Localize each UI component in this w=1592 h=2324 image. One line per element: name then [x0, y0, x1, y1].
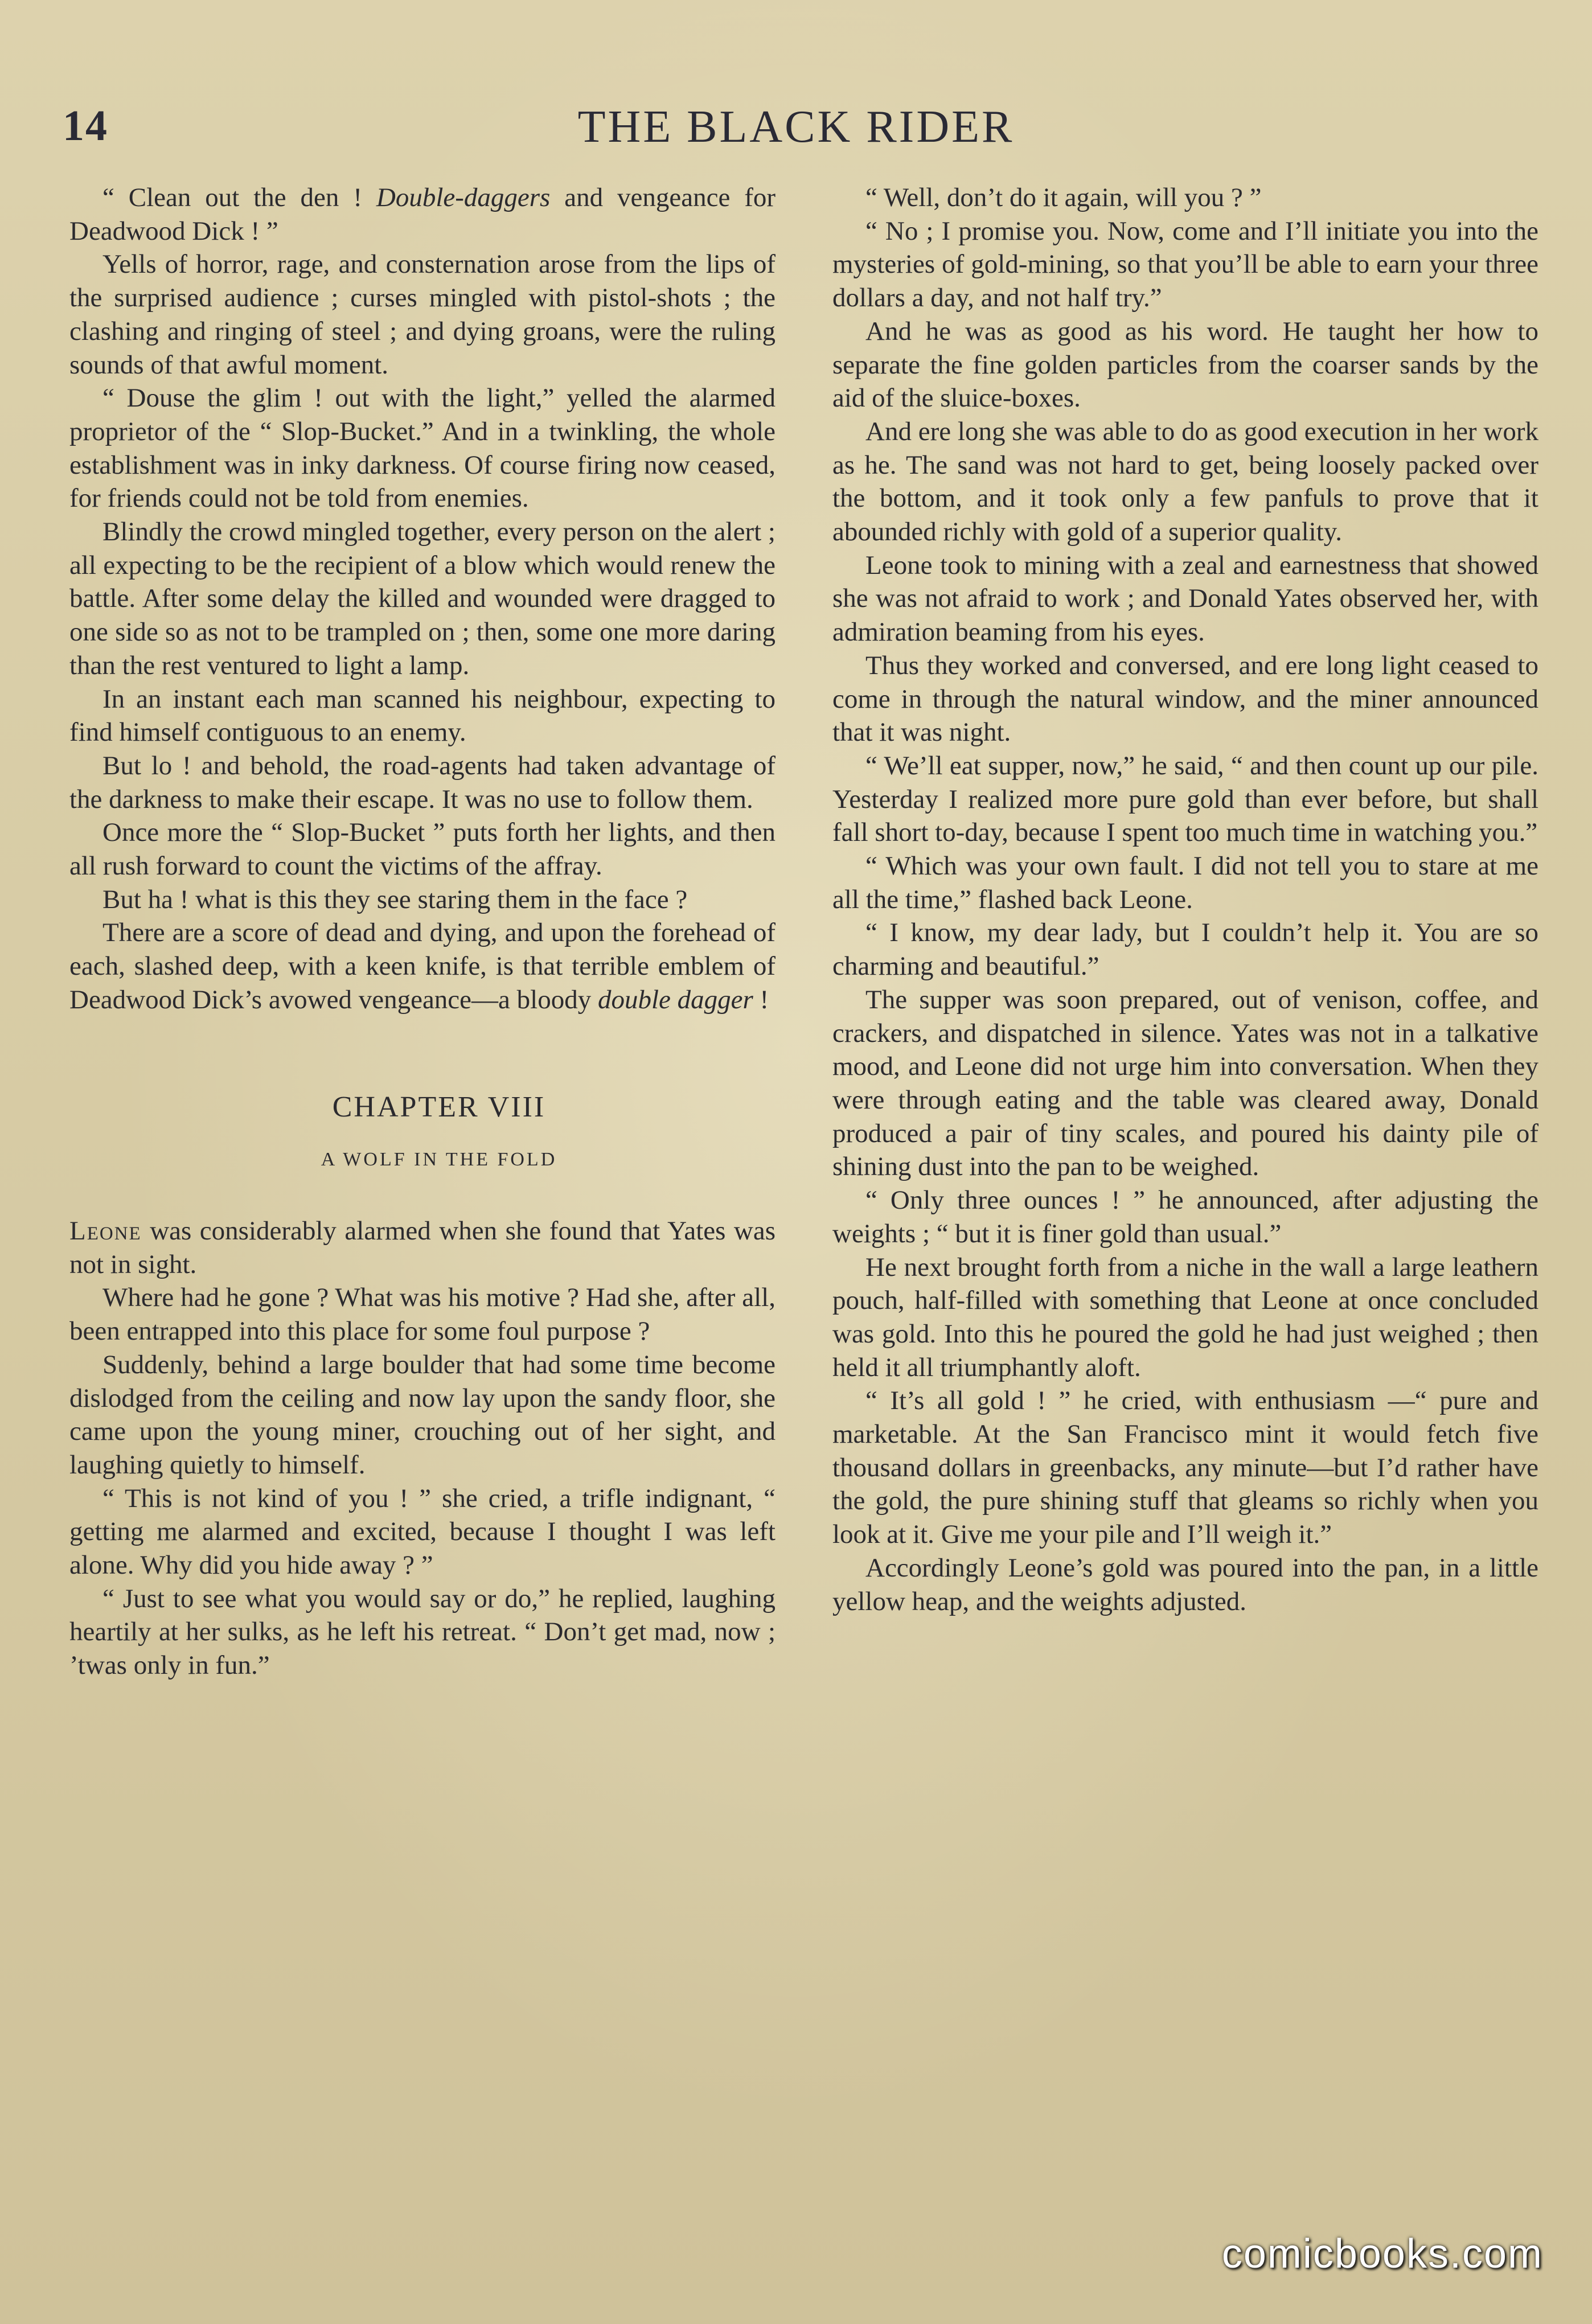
paragraph — [69, 181, 776, 248]
paragraph: Where had he gone ? What was his motive ? Had she, after all, been entrapped into this place for some foul purpose ? — [69, 1283, 776, 1346]
paragraph: “ Just to see what you would say or do,” he replied, laughing heartily at her sulks, as he left his retreat. “ Don’t get mad, now ; ’twas only in fun.” — [69, 1583, 776, 1681]
paragraph: Accordingly Leone’s gold was poured into the pan, in a little yellow heap, and the weights adjusted. — [832, 1553, 1538, 1616]
running-title: THE BLACK RIDER — [577, 102, 1015, 152]
italic-text: Double-daggers — [376, 183, 551, 212]
paragraph: Once more the “ Slop-Bucket ” puts forth her lights, and then all rush forward to count the victims of the affray. — [69, 818, 776, 881]
paragraph: Blindly the crowd mingled together, every person on the alert ; all expecting to be the recipient of a blow which would renew the battle. After some delay the killed and wounded were dragged to one side so as not to be trampled on ; then, some one more daring than the rest ventured to light a lamp. — [69, 517, 776, 680]
paragraph: “ This is not kind of you ! ” she cried, a trifle indignant, “ getting me alarmed and excited, because I thought I was left alone. Why did you hide away ? ” — [69, 1483, 776, 1580]
paragraph: “ No ; I promise you. Now, come and I’ll initiate you into the mysteries of gold-mining, so that you’ll be able to earn your three dollars a day, and not half try.” — [832, 216, 1538, 313]
small-caps-text: Leone — [69, 1216, 142, 1246]
paragraph: In an instant each man scanned his neighbour, expecting to find himself contiguous to an enemy. — [69, 684, 776, 748]
text-span: “ Clean out the den ! — [102, 183, 376, 212]
paragraph: Leone took to mining with a zeal and earnestness that showed she was not afraid to work ; and Donald Yates observed her, with admiration beaming from his eyes. — [832, 550, 1538, 647]
paragraph: “ I know, my dear lady, but I couldn’t help it. You are so charming and beautiful.” — [832, 918, 1538, 982]
text-span: and vengeance for Deadwood Dick ! ” — [69, 183, 776, 246]
site-watermark: comicbooks.com — [1221, 2231, 1543, 2277]
paragraph: And he was as good as his word. He taught her how to separate the fine golden particles from the coarser sands by the aid of the sluice-boxes. — [832, 316, 1538, 413]
chapter-title: CHAPTER VIII — [332, 1090, 546, 1123]
paragraph: Yells of horror, rage, and consternation arose from the lips of the surprised audience ; curses mingled with pistol-shots ; the clashing and ringing of steel ; and dying groans, were the ruling sounds of that awful moment. — [69, 249, 776, 380]
text-span: ! — [753, 984, 769, 1015]
paragraph: Thus they worked and conversed, and ere long light ceased to come in through the natural window, and the miner announced that it was night. — [832, 650, 1538, 748]
paragraph: “ Douse the glim ! out with the light,” yelled the alarmed proprietor of the “ Slop-Bucket.” And in a twinkling, the whole establishment was in inky darkness. Of course firing now ceased, for friends could not be told from enemies. — [69, 383, 776, 514]
paragraph: “ We’ll eat supper, now,” he said, “ and then count up our pile. Yesterday I realized more pure gold than ever before, but shall fall short to-day, because I spent too much time in watching you.” — [832, 750, 1538, 848]
paragraph: “ Only three ounces ! ” he announced, after adjusting the weights ; “ but it is finer gold than usual.” — [832, 1185, 1538, 1249]
paragraph: But lo ! and behold, the road-agents had taken advantage of the darkness to make their escape. It was no use to follow them. — [69, 750, 776, 814]
paragraph: The supper was soon prepared, out of venison, coffee, and crackers, and dispatched in silence. Yates was not in a talkative mood, and Leone did not urge him into conversation. When they were through eating and the table was cleared away, Donald produced a pair of tiny scales, and poured his dainty pile of shining dust into the pan to be weighed. — [832, 984, 1538, 1182]
paragraph — [69, 1214, 776, 1281]
paragraph: Suddenly, behind a large boulder that had some time become dislodged from the ceiling and now lay upon the sandy floor, she came upon the young miner, crouching out of her sight, and laughing quietly to himself. — [69, 1349, 776, 1480]
paragraph: “ Which was your own fault. I did not tell you to stare at me all the time,” flashed back Leone. — [832, 851, 1538, 914]
paragraph: “ It’s all gold ! ” he cried, with enthusiasm —“ pure and marketable. At the San Francisco mint it would fetch five thousand dollars in greenbacks, any minute—but I’d rather have the gold, the pure shining stuff that gleams so richly when you look at it. Give me your pile and I’ll weigh it.” — [832, 1386, 1538, 1550]
right-column — [832, 181, 1538, 1618]
paragraph — [69, 916, 776, 1016]
chapter-subtitle: A WOLF IN THE FOLD — [321, 1149, 557, 1171]
italic-text: double dagger — [597, 984, 753, 1015]
text-span: There are a score of dead and dying, and upon the forehead of each, slashed deep, with a keen knife, is that terrible emblem of Deadwood Dick’s avowed vengeance—a bloody — [69, 918, 776, 1015]
page-number: 14 — [63, 102, 108, 150]
paragraph: “ Well, don’t do it again, will you ? ” — [865, 183, 1262, 212]
paragraph: And ere long she was able to do as good execution in her work as he. The sand was not hard to get, being loosely packed over the bottom, and it took only a few panfuls to prove that it abounded richly with gold of a superior quality. — [832, 416, 1538, 547]
paragraph: He next brought forth from a niche in the wall a large leathern pouch, half-filled with something that Leone at once concluded was gold. Into this he poured the gold he had just weighed ; then held it all triumphantly aloft. — [832, 1252, 1538, 1382]
text-span: was considerably alarmed when she found that Yates was not in sight. — [69, 1216, 776, 1279]
left-column — [69, 181, 776, 1682]
paragraph: But ha ! what is this they see staring them in the face ? — [102, 884, 688, 914]
